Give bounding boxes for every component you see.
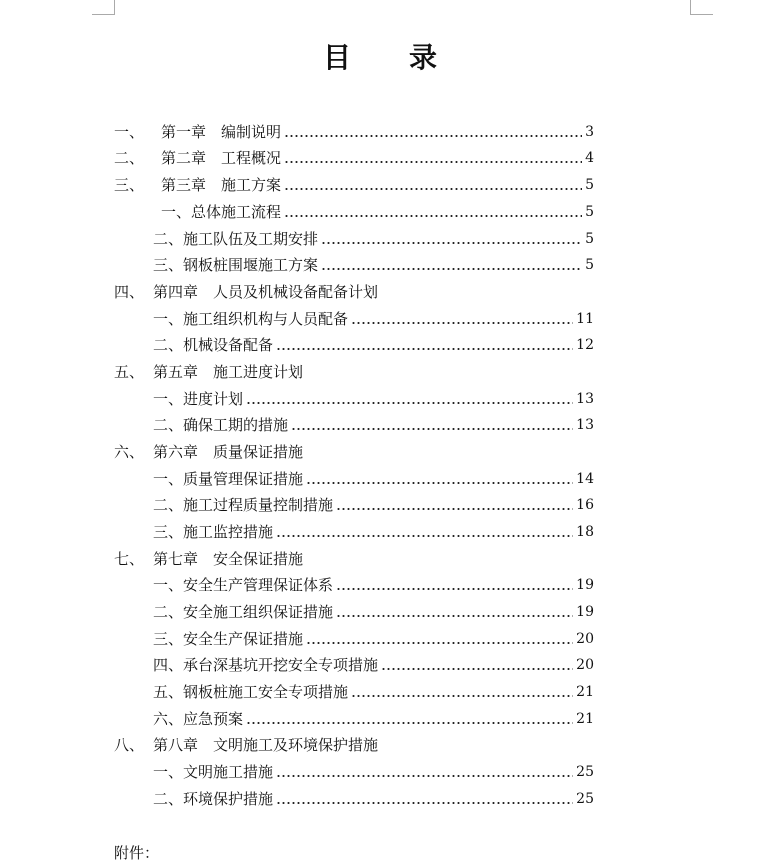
toc-entry[interactable] <box>114 172 594 198</box>
toc-entry-label: 第一章 编制说明 <box>161 123 282 141</box>
toc-entry[interactable] <box>153 786 594 812</box>
toc-entry[interactable] <box>153 759 594 785</box>
toc-entry-label: 第六章 质量保证措施 <box>153 443 304 461</box>
toc-entry-page: 5 <box>585 204 594 220</box>
toc-entry[interactable] <box>114 279 594 305</box>
toc-entry-label: 三、钢板桩围堰施工方案 <box>153 256 319 274</box>
toc-entry-number: 二、 <box>114 149 145 167</box>
toc-title-char-1: 目 <box>322 41 351 74</box>
toc-entry-page: 3 <box>585 124 594 140</box>
toc-entry-page: 4 <box>585 150 594 166</box>
toc-entry[interactable] <box>153 599 594 625</box>
toc-entry-label: 第五章 施工进度计划 <box>153 363 304 381</box>
toc-entry-page: 16 <box>576 497 594 513</box>
toc-entry-label: 一、施工组织机构与人员配备 <box>153 310 349 328</box>
toc-entry-page: 18 <box>576 524 594 540</box>
toc-entry-page: 20 <box>576 631 594 647</box>
toc-entry[interactable] <box>153 332 594 358</box>
crop-mark-top-right <box>690 0 713 15</box>
toc-entry[interactable] <box>153 226 594 252</box>
toc-entry-label: 第四章 人员及机械设备配备计划 <box>153 283 379 301</box>
toc-entry[interactable] <box>153 466 594 492</box>
toc-entry-number: 六、 <box>114 443 145 461</box>
dot-leader <box>336 599 573 625</box>
toc-entry-number: 三、 <box>114 176 145 194</box>
toc-entry-page: 21 <box>576 684 594 700</box>
toc-entry-page: 25 <box>576 791 594 807</box>
dot-leader <box>321 252 582 278</box>
toc-entry-label: 四、承台深基坑开挖安全专项措施 <box>153 656 379 674</box>
toc-entry[interactable] <box>153 492 594 518</box>
toc-entry-page: 19 <box>576 577 594 593</box>
dot-leader <box>276 786 573 812</box>
dot-leader <box>276 332 573 358</box>
toc-entry[interactable] <box>161 199 594 225</box>
toc-entry-page: 5 <box>585 231 594 247</box>
toc-entry-number: 四、 <box>114 283 145 301</box>
toc-entry-number: 一、 <box>114 123 145 141</box>
toc-entry-label: 一、质量管理保证措施 <box>153 470 304 488</box>
toc-entry-label: 第七章 安全保证措施 <box>153 550 304 568</box>
dot-leader <box>284 145 582 171</box>
dot-leader <box>284 199 582 225</box>
dot-leader <box>351 306 573 332</box>
toc-entry-label: 一、文明施工措施 <box>153 763 274 781</box>
dot-leader <box>381 652 573 678</box>
toc-entry-label: 二、机械设备配备 <box>153 336 274 354</box>
toc-entry[interactable] <box>114 546 594 572</box>
toc-entry[interactable] <box>153 412 594 438</box>
toc-entry-label: 二、安全施工组织保证措施 <box>153 603 334 621</box>
toc-entry[interactable] <box>114 439 594 465</box>
toc-entry-label: 二、环境保护措施 <box>153 790 274 808</box>
toc-entry-page: 11 <box>576 311 594 327</box>
toc-entry-label: 一、进度计划 <box>153 390 244 408</box>
toc-entry-label: 第三章 施工方案 <box>161 176 282 194</box>
dot-leader <box>246 386 573 412</box>
toc-entry[interactable] <box>153 519 594 545</box>
toc-entry[interactable] <box>114 359 594 385</box>
toc-entry-label: 第二章 工程概况 <box>161 149 282 167</box>
dot-leader <box>284 172 582 198</box>
toc-entry[interactable] <box>153 626 594 652</box>
toc-entry-page: 21 <box>576 711 594 727</box>
toc-entry[interactable] <box>153 572 594 598</box>
toc-entry-page: 20 <box>576 657 594 673</box>
dot-leader <box>246 706 573 732</box>
toc-entry-label: 三、施工监控措施 <box>153 523 274 541</box>
dot-leader <box>306 626 573 652</box>
toc-entry-label: 二、施工过程质量控制措施 <box>153 496 334 514</box>
toc-entry-label: 六、应急预案 <box>153 710 244 728</box>
toc-entry-page: 13 <box>576 391 594 407</box>
attachment-label: 附件： <box>114 844 160 862</box>
dot-leader <box>284 119 582 145</box>
dot-leader <box>336 492 573 518</box>
toc-entry[interactable] <box>114 145 594 171</box>
toc-entry-page: 13 <box>576 417 594 433</box>
toc-entry-label: 二、施工队伍及工期安排 <box>153 230 319 248</box>
crop-mark-top-left <box>92 0 115 15</box>
toc-entry[interactable] <box>153 386 594 412</box>
toc-entry[interactable] <box>114 119 594 145</box>
toc-entry[interactable] <box>153 679 594 705</box>
toc-entry-number: 八、 <box>114 736 145 754</box>
toc-entry[interactable] <box>153 706 594 732</box>
toc-entry[interactable] <box>153 252 594 278</box>
toc-entry[interactable] <box>153 652 594 678</box>
toc-entry-label: 三、安全生产保证措施 <box>153 630 304 648</box>
dot-leader <box>336 572 573 598</box>
toc-entry-page: 5 <box>585 257 594 273</box>
toc-entry-page: 25 <box>576 764 594 780</box>
toc-entry-label: 一、总体施工流程 <box>161 203 282 221</box>
toc-entry[interactable] <box>153 306 594 332</box>
dot-leader <box>321 226 582 252</box>
toc-title-char-2: 录 <box>409 41 438 74</box>
dot-leader <box>276 519 573 545</box>
dot-leader <box>291 412 573 438</box>
toc-entry-number: 五、 <box>114 363 145 381</box>
toc-entry-label: 第八章 文明施工及环境保护措施 <box>153 736 379 754</box>
toc-entry-page: 19 <box>576 604 594 620</box>
toc-entry[interactable] <box>114 732 594 758</box>
toc-entry-number: 七、 <box>114 550 145 568</box>
dot-leader <box>276 759 573 785</box>
toc-entry-label: 五、钢板桩施工安全专项措施 <box>153 683 349 701</box>
toc-entry-label: 一、安全生产管理保证体系 <box>153 576 334 594</box>
toc-entry-page: 5 <box>585 177 594 193</box>
toc-entry-page: 12 <box>576 337 594 353</box>
dot-leader <box>306 466 573 492</box>
toc-entry-page: 14 <box>576 471 594 487</box>
toc-title <box>0 36 760 76</box>
dot-leader <box>351 679 573 705</box>
toc-entry-label: 二、确保工期的措施 <box>153 416 289 434</box>
